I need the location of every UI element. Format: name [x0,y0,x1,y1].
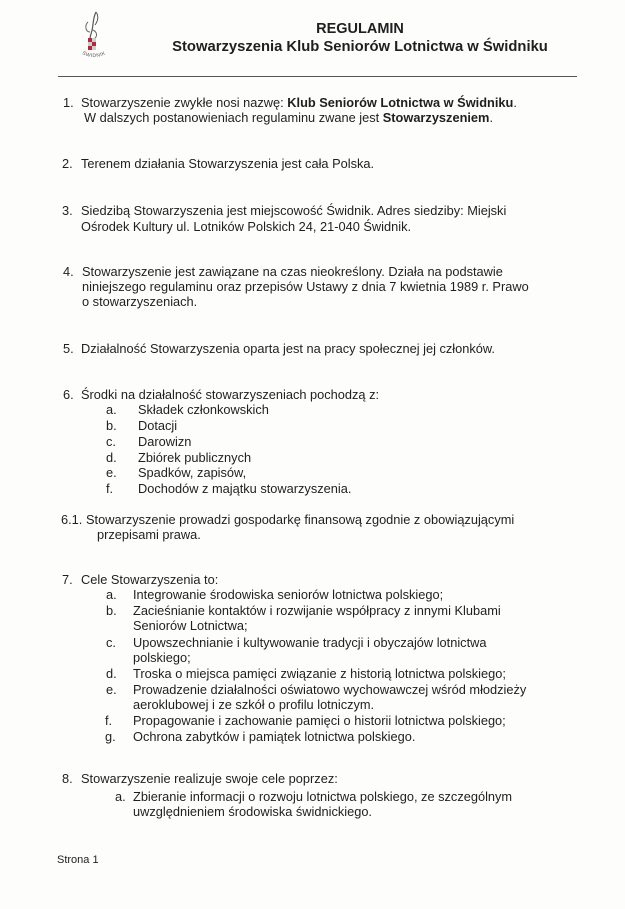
page-number: Strona 1 [57,854,99,866]
list-item: Integrowanie środowiska seniorów lotnictwa polskiego; [133,587,444,602]
list-item-continuation: Seniorów Lotnictwa; [133,618,248,633]
logo-caption: ŚWIDNIK [81,50,107,60]
list-item: Zbieranie informacji o rozwoju lotnictwa polskiego, ze szczególnym [133,789,513,804]
section-text-line: Cele Stowarzyszenia to: [81,572,219,587]
list-item: Propagowanie i zachowanie pamięci o historii lotnictwa polskiego; [133,713,506,728]
list-letter: e. [106,465,117,480]
section-text-line: Stowarzyszenie jest zawiązane na czas nieokreślony. Działa na podstawie [82,264,503,279]
section-number: 7. [62,572,73,587]
title-line-2: Stowarzyszenia Klub Seniorów Lotnictwa w Świdniku [172,39,548,55]
list-letter: e. [106,682,117,697]
section-text-line: W dalszych postanowieniach regulaminu zwane jest Stowarzyszeniem. [84,110,493,125]
section-text-line: przepisami prawa. [97,527,201,542]
section-text-line: Działalność Stowarzyszenia oparta jest na pracy społecznej jej członków. [81,341,495,356]
list-item: Prowadzenie działalności oświatowo wychowawczej wśród młodzieży [133,682,527,697]
section-text-line: Terenem działania Stowarzyszenia jest cała Polska. [81,156,375,171]
header-divider [58,76,577,77]
list-letter: g. [105,729,116,744]
section-number: 4. [63,264,74,279]
list-item-continuation: polskiego; [133,650,191,665]
section-text-line: Stowarzyszenie realizuje swoje cele poprzez: [81,771,338,786]
section-text-line: Środki na działalność stowarzyszeniach pochodzą z: [81,387,380,402]
list-item: Zbiórek publicznych [138,450,252,465]
document-title [125,20,595,56]
list-letter: a. [106,587,117,602]
list-letter: b. [106,603,117,618]
list-item-continuation: aeroklubowej i ze szkół o profilu lotniczym. [133,697,375,712]
list-letter: f. [105,713,113,728]
club-logo-icon [74,8,114,62]
section-text-line: Siedzibą Stowarzyszenia jest miejscowość Świdnik. Adres siedziby: Miejski [81,203,507,218]
list-letter: f. [106,481,114,496]
section-number: 2. [62,156,73,171]
list-item: Darowizn [138,434,192,449]
defined-term: Stowarzyszeniem [382,110,490,125]
list-item: Dotacji [138,418,178,433]
list-item: Zacieśnianie kontaktów i rozwijanie współpracy z innymi Klubami [133,603,501,618]
list-letter: a. [115,789,126,804]
list-item: Składek członkowskich [138,402,269,417]
list-item: Dochodów z majątku stowarzyszenia. [138,481,352,496]
list-item: Ochrona zabytków i pamiątek lotnictwa polskiego. [133,729,416,744]
section-text-line: Stowarzyszenie zwykłe nosi nazwę: Klub Seniorów Lotnictwa w Świdniku. [81,95,517,110]
section-text-line: Stowarzyszenie prowadzi gospodarkę finansową zgodnie z obowiązującymi [86,512,515,527]
section-number: 8. [62,771,73,786]
section-text-line: niniejszego regulaminu oraz przepisów Ustawy z dnia 7 kwietnia 1989 r. Prawo [82,279,529,294]
title-line-1: REGULAMIN [316,21,404,37]
list-letter: a. [106,402,117,417]
section-text-line: Ośrodek Kultury ul. Lotników Polskich 24, 21-040 Świdnik. [81,219,412,234]
list-letter: c. [106,434,116,449]
section-number: 6.1. [61,512,83,527]
section-number: 1. [63,95,74,110]
list-letter: d. [106,666,117,681]
section-number: 3. [62,203,73,218]
list-item: Upowszechnianie i kultywowanie tradycji i obyczajów lotnictwa [133,635,487,650]
section-number: 6. [63,387,74,402]
list-letter: c. [106,635,116,650]
section-text-line: o stowarzyszeniach. [82,294,198,309]
list-item: Spadków, zapisów, [138,465,247,480]
list-item-continuation: uwzględnieniem środowiska świdnickiego. [133,804,372,819]
list-letter: b. [106,418,117,433]
list-letter: d. [106,450,117,465]
club-name: Klub Seniorów Lotnictwa w Świdniku [287,95,514,110]
list-item: Troska o miejsca pamięci związanie z historią lotnictwa polskiego; [133,666,506,681]
section-number: 5. [63,341,74,356]
